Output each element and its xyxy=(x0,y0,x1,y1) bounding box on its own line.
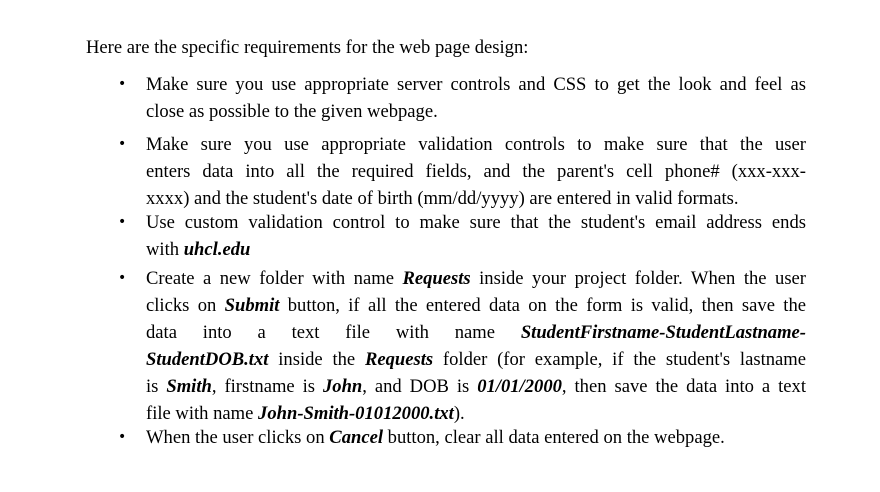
item-line: Make sure you use appropriate server controls and CSS to get the look and feel as xyxy=(146,74,806,95)
lastname-emphasis: Smith xyxy=(166,376,212,397)
item-line: close as possible to the given webpage. xyxy=(146,101,438,122)
item-line: data into a text file with name StudentFirstname-StudentLastname- xyxy=(146,322,806,343)
list-item xyxy=(118,209,806,263)
item-line: Make sure you use appropriate validation controls to make sure that the user xyxy=(146,134,806,155)
folder-name-emphasis: Requests xyxy=(364,349,434,370)
list-item xyxy=(118,131,806,212)
item-line: with uhcl.edu xyxy=(146,239,251,260)
item-line: clicks on Submit button, if all the entered data on the form is valid, then save the xyxy=(146,295,807,316)
submit-emphasis: Submit xyxy=(224,295,280,316)
item-line: Create a new folder with name Requests inside your project folder. When the user xyxy=(146,268,807,289)
list-item xyxy=(118,424,806,451)
bullet-icon: • xyxy=(118,76,127,92)
item-line: StudentDOB.txt inside the Requests folder (for example, if the student's lastname xyxy=(146,349,806,370)
list-item xyxy=(118,71,806,125)
firstname-emphasis: John xyxy=(322,376,363,397)
bullet-icon: • xyxy=(118,270,127,286)
intro-text: Here are the specific requirements for the web page design: xyxy=(86,37,529,58)
bullet-icon: • xyxy=(118,214,127,230)
filename-pattern-emphasis: StudentFirstname-StudentLastname- xyxy=(520,322,806,343)
item-line: file with name John-Smith-01012000.txt). xyxy=(146,403,465,424)
item-line: When the user clicks on Cancel button, clear all data entered on the webpage. xyxy=(146,427,725,448)
item-line: xxxx) and the student's date of birth (mm/dd/yyyy) are entered in valid formats. xyxy=(146,188,739,209)
list-item xyxy=(118,265,807,427)
email-domain-emphasis: uhcl.edu xyxy=(183,239,251,260)
bullet-icon: • xyxy=(118,136,127,152)
dob-emphasis: 01/01/2000 xyxy=(477,376,562,397)
folder-name-emphasis: Requests xyxy=(402,268,471,289)
cancel-emphasis: Cancel xyxy=(329,427,384,448)
item-line: Use custom validation control to make sure that the student's email address ends xyxy=(146,212,806,233)
filename-pattern-emphasis: StudentDOB.txt xyxy=(146,349,269,370)
bullet-icon: • xyxy=(118,429,127,445)
example-filename-emphasis: John-Smith-01012000.txt xyxy=(258,403,454,424)
item-line: enters data into all the required fields, and the parent's cell phone# (xxx-xxx- xyxy=(146,161,806,182)
item-line: is Smith, firstname is John, and DOB is 01/01/2000, then save the data into a text xyxy=(146,376,807,397)
